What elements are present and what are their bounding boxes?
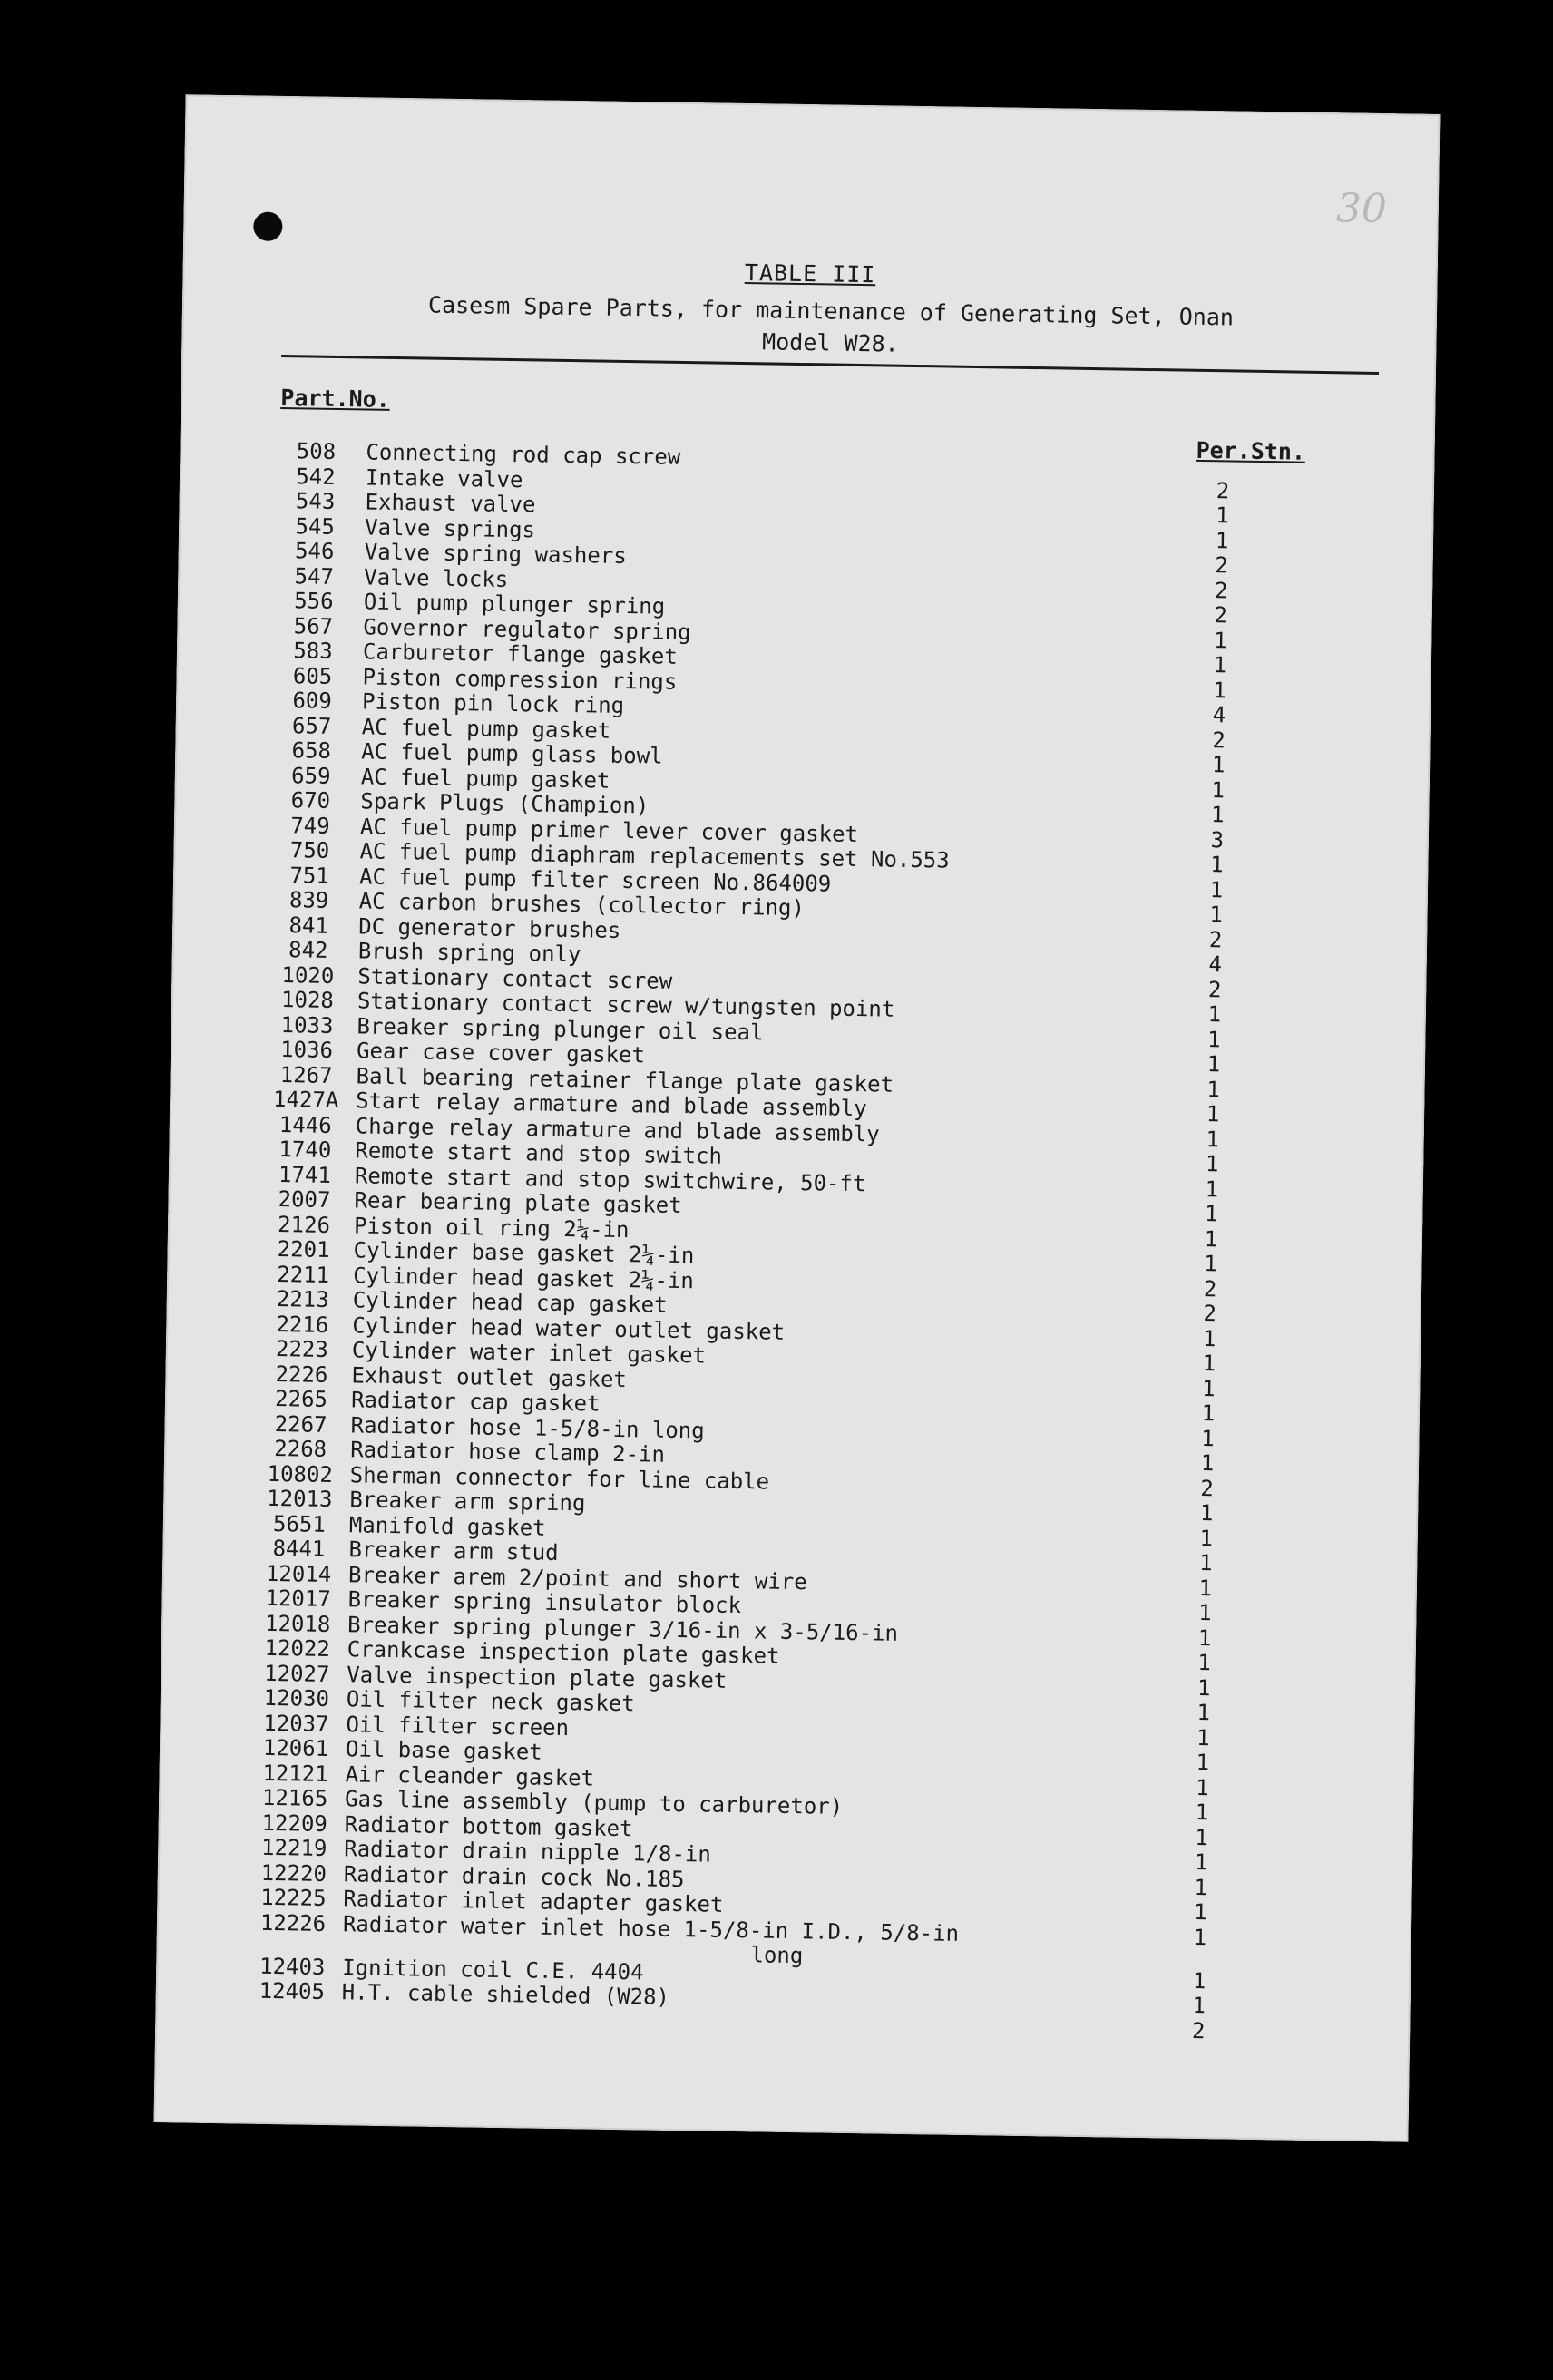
part-description: H.T. cable shielded (W28): [341, 1979, 670, 2010]
part-number: 12219: [260, 1834, 327, 1861]
quantity-per-station: 1: [1205, 1151, 1219, 1177]
part-description: Cylinder head cap gasket: [352, 1287, 668, 1318]
part-description: Radiator drain nipple 1/8-in: [344, 1836, 712, 1868]
column-header-per-stn: Per.Stn.: [1196, 436, 1306, 465]
part-number: 547: [294, 562, 335, 590]
quantity-per-station: 2: [1214, 602, 1228, 629]
part-number: 670: [290, 787, 331, 814]
table-title-text: TABLE III: [744, 258, 876, 288]
quantity-per-station: 1: [1213, 677, 1226, 703]
part-description: AC fuel pump gasket: [360, 763, 610, 794]
part-number: 12022: [264, 1634, 331, 1662]
part-description-continued: long: [750, 1941, 804, 1968]
part-number: 2267: [274, 1410, 327, 1438]
quantity-per-station: 2: [1200, 1475, 1215, 1501]
part-number: 12121: [262, 1760, 328, 1787]
table-subtitle: [317, 288, 1343, 367]
part-number: 546: [294, 538, 335, 564]
quantity-per-station: 1: [1195, 1824, 1209, 1850]
part-number: 1446: [278, 1111, 332, 1138]
part-number: 2007: [278, 1186, 331, 1213]
part-number: 1020: [281, 961, 335, 989]
part-number: 1741: [278, 1161, 332, 1188]
part-number: 12403: [259, 1953, 326, 1980]
part-description: Intake valve: [365, 463, 523, 493]
quantity-per-station: 1: [1211, 776, 1226, 803]
quantity-per-station: 1: [1209, 902, 1224, 928]
part-description: Valve springs: [364, 513, 536, 542]
part-description: Governor regulator spring: [363, 613, 691, 645]
quantity-per-station: 1: [1211, 752, 1226, 778]
part-description: Breaker arm spring: [349, 1487, 586, 1517]
quantity-per-station: 1: [1206, 1101, 1220, 1127]
part-number: 556: [293, 588, 334, 614]
part-description: Breaker arem 2/point and short wire: [347, 1561, 807, 1595]
quantity-per-station: 1: [1216, 502, 1229, 529]
quantity-per-station: 1: [1209, 876, 1224, 902]
quantity-per-station: 2: [1216, 477, 1230, 503]
part-number: 12165: [261, 1784, 328, 1811]
part-description: Piston pin lock ring: [361, 688, 625, 718]
part-number: 2223: [275, 1336, 329, 1362]
quantity-per-station: 1: [1206, 1051, 1221, 1078]
quantity-per-station: 1: [1204, 1251, 1217, 1277]
part-number: 1028: [280, 987, 335, 1013]
part-number: 12018: [264, 1610, 331, 1637]
part-description: AC fuel pump gasket: [361, 713, 611, 744]
part-description: AC fuel pump primer lever cover gasket: [359, 813, 859, 847]
part-number: 2201: [277, 1236, 330, 1263]
part-description: Piston oil ring 2¼-in: [353, 1212, 630, 1243]
quantity-per-station: 1: [1206, 1076, 1221, 1102]
quantity-per-station: 2: [1208, 926, 1223, 952]
part-number: 751: [289, 862, 330, 889]
part-number: 2211: [277, 1261, 330, 1288]
part-number: 12225: [260, 1884, 327, 1911]
part-description: DC generator brushes: [358, 912, 621, 943]
part-number: 1033: [280, 1011, 334, 1039]
quantity-per-station: 1: [1210, 802, 1225, 828]
part-description: Manifold gasket: [348, 1511, 546, 1541]
part-number: 1740: [278, 1136, 332, 1163]
quantity-per-station: 2: [1203, 1301, 1217, 1327]
part-description: Cylinder base gasket 2¼-in: [353, 1237, 695, 1269]
punch-hole: [253, 211, 282, 240]
quantity-per-station: 1: [1200, 1450, 1215, 1477]
part-description: Remote start and stop switch: [355, 1137, 723, 1169]
part-description: Sherman connector for line cable: [349, 1461, 770, 1495]
quantity-per-station: 1: [1207, 1001, 1222, 1028]
quantity-per-station: 1: [1201, 1375, 1216, 1401]
part-number: 5651: [272, 1510, 327, 1537]
part-number: 750: [289, 837, 330, 863]
quantity-per-station: 1: [1196, 1774, 1209, 1800]
quantity-per-station: 2: [1207, 976, 1222, 1002]
part-number: 508: [296, 438, 337, 464]
part-number: 12027: [263, 1660, 330, 1687]
part-number: 1267: [279, 1061, 333, 1088]
quantity-per-station: 1: [1206, 1026, 1221, 1052]
quantity-per-station: 1: [1213, 652, 1227, 678]
part-number: 2213: [276, 1286, 329, 1312]
quantity-per-station: 1: [1206, 1126, 1220, 1152]
part-number: 1036: [279, 1037, 334, 1063]
part-description: Air cleander gasket: [345, 1761, 595, 1791]
part-description: Rear bearing plate gasket: [354, 1187, 682, 1219]
part-description: Valve inspection plate gasket: [347, 1661, 728, 1693]
part-description: Stationary contact screw w/tungsten point: [357, 988, 895, 1022]
part-number: 583: [293, 638, 333, 664]
part-description: Valve locks: [364, 563, 509, 592]
part-description: Radiator cap gasket: [350, 1387, 601, 1417]
part-description: Gas line assembly (pump to carburetor): [344, 1786, 844, 1819]
part-description: Oil pump plunger spring: [363, 589, 666, 619]
quantity-per-station: 1: [1201, 1425, 1215, 1451]
part-description: AC fuel pump diaphram replacements set No.553: [359, 838, 950, 873]
quantity-per-station: 1: [1193, 1898, 1207, 1926]
part-number: 12037: [263, 1710, 329, 1737]
part-number: 12013: [267, 1485, 333, 1513]
quantity-per-station: 1: [1197, 1624, 1212, 1651]
quantity-per-station: 1: [1193, 1924, 1207, 1950]
quantity-per-station: 1: [1204, 1201, 1218, 1227]
part-number: 12061: [262, 1734, 329, 1761]
part-description: Cylinder head water outlet gasket: [352, 1312, 786, 1345]
part-number: 609: [292, 688, 333, 714]
part-description: Exhaust valve: [365, 489, 536, 518]
quantity-per-station: 1: [1204, 1225, 1218, 1252]
part-number: 2268: [274, 1435, 327, 1462]
quantity-per-station: 4: [1212, 702, 1226, 728]
part-description: Breaker arm stud: [348, 1536, 559, 1566]
part-description: Oil base gasket: [345, 1736, 542, 1765]
part-number: 2265: [274, 1386, 328, 1412]
part-number: 12220: [260, 1859, 327, 1887]
part-number: 2216: [276, 1311, 329, 1338]
quantity-per-station: 1: [1202, 1325, 1216, 1351]
part-number: 749: [290, 812, 330, 839]
document-sheet: [154, 94, 1441, 2141]
part-description: Breaker spring plunger 3/16-in x 3-5/16-in: [347, 1611, 899, 1646]
column-header-part-no: Part.No.: [280, 384, 391, 413]
quantity-per-station: 1: [1192, 1967, 1206, 1994]
quantity-per-station: 1: [1198, 1600, 1212, 1626]
part-description: Radiator bottom gasket: [344, 1810, 633, 1841]
part-description: Cylinder water inlet gasket: [351, 1337, 707, 1369]
part-number: 657: [291, 712, 332, 739]
quantity-per-station: 2: [1203, 1275, 1217, 1302]
part-description: Piston compression rings: [362, 663, 678, 695]
part-number: 841: [288, 912, 329, 939]
part-description: Spark Plugs (Champion): [360, 788, 650, 819]
part-number: 12030: [263, 1684, 330, 1712]
quantity-per-station: 1: [1194, 1874, 1208, 1900]
part-number: 543: [295, 488, 336, 514]
quantity-per-station: 4: [1208, 951, 1223, 978]
part-number: 839: [288, 887, 329, 913]
part-description: Breaker spring insulator block: [347, 1586, 742, 1619]
part-number: 542: [296, 463, 336, 490]
quantity-per-station: 2: [1214, 577, 1228, 603]
part-description: Valve spring washers: [364, 539, 627, 569]
quantity-per-station: 1: [1209, 852, 1224, 878]
part-description: Cylinder head gasket 2¼-in: [353, 1262, 695, 1293]
quantity-per-station: 1: [1195, 1799, 1209, 1826]
part-description: Radiator hose 1-5/8-in long: [350, 1411, 705, 1443]
quantity-per-station: 1: [1196, 1750, 1210, 1776]
part-description: AC fuel pump glass bowl: [361, 738, 663, 769]
part-number: 12226: [259, 1909, 327, 1936]
quantity-per-station: 1: [1213, 627, 1227, 653]
part-description: AC fuel pump filter screen No.864009: [358, 863, 832, 897]
part-description: Breaker spring plunger oil seal: [357, 1012, 764, 1045]
part-number: 12405: [259, 1977, 326, 2004]
quantity-per-station: 1: [1198, 1550, 1213, 1576]
quantity-per-station: 3: [1210, 826, 1225, 853]
part-description: Oil filter screen: [346, 1711, 570, 1741]
part-number: 12017: [265, 1585, 331, 1612]
part-description: Exhaust outlet gasket: [351, 1361, 628, 1392]
quantity-per-station: 1: [1197, 1650, 1212, 1676]
page-number-mark: 30: [1335, 185, 1388, 233]
part-description: Brush spring only: [357, 938, 581, 968]
part-number: 2226: [275, 1361, 328, 1388]
part-description: Oil filter neck gasket: [346, 1686, 635, 1717]
quantity-per-station: 1: [1196, 1674, 1211, 1701]
quantity-per-station: 2: [1212, 727, 1226, 753]
quantity-per-station: 1: [1198, 1575, 1213, 1601]
part-number: 658: [291, 737, 332, 764]
quantity-per-station: 1: [1199, 1525, 1214, 1551]
quantity-per-station: 1: [1201, 1400, 1216, 1427]
quantity-per-station: 1: [1196, 1700, 1211, 1726]
part-description: Radiator drain cock No.185: [343, 1860, 685, 1892]
part-description: Radiator hose clamp 2-in: [349, 1437, 666, 1468]
part-description: Gear case cover gasket: [356, 1038, 646, 1068]
part-number: 2126: [277, 1211, 331, 1238]
part-description: Start relay armature and blade assembly: [356, 1088, 867, 1122]
part-number: 12014: [265, 1560, 332, 1587]
quantity-per-station: 2: [1191, 2017, 1206, 2043]
part-number: 10802: [267, 1460, 334, 1488]
part-description: Stationary contact screw: [357, 962, 673, 994]
subtitle-line-2: Model W28.: [761, 328, 899, 357]
quantity-per-station: 1: [1205, 1175, 1219, 1202]
quantity-per-station: 1: [1202, 1351, 1216, 1377]
part-description: Ball bearing retainer flange plate gasket: [356, 1062, 894, 1097]
subtitle-line-1: Casesm Spare Parts, for maintenance of Generating Set, Onan: [427, 291, 1235, 331]
part-description: Remote start and stop switchwire, 50-ft: [354, 1162, 866, 1196]
part-number: 1427A: [272, 1086, 339, 1114]
part-number: 8441: [272, 1535, 326, 1562]
part-number: 545: [295, 512, 336, 540]
part-number: 842: [288, 937, 328, 963]
part-description: Radiator inlet adapter gasket: [343, 1886, 724, 1917]
quantity-per-station: 1: [1199, 1500, 1214, 1527]
quantity-per-station: 1: [1192, 1992, 1206, 2019]
part-description: Radiator water inlet hose 1-5/8-in I.D., 5/8-in: [342, 1910, 960, 1946]
part-description: AC carbon brushes (collector ring): [358, 888, 806, 922]
part-description: Connecting rod cap screw: [366, 439, 681, 470]
part-description: Crankcase inspection plate gasket: [347, 1636, 780, 1669]
part-number: 659: [290, 762, 331, 789]
part-number: 567: [293, 612, 334, 639]
quantity-per-station: 1: [1215, 527, 1229, 553]
quantity-per-station: 1: [1194, 1848, 1208, 1876]
part-description: Ignition coil C.E. 4404: [342, 1954, 644, 1985]
parts-list: [155, 437, 1434, 2047]
part-description: Carburetor flange gasket: [362, 639, 678, 669]
part-number: 12209: [261, 1809, 328, 1837]
quantity-per-station: 2: [1215, 552, 1229, 579]
part-number: 605: [292, 662, 333, 689]
part-description: Charge relay armature and blade assembly: [355, 1112, 880, 1146]
quantity-per-station: 1: [1196, 1724, 1210, 1751]
